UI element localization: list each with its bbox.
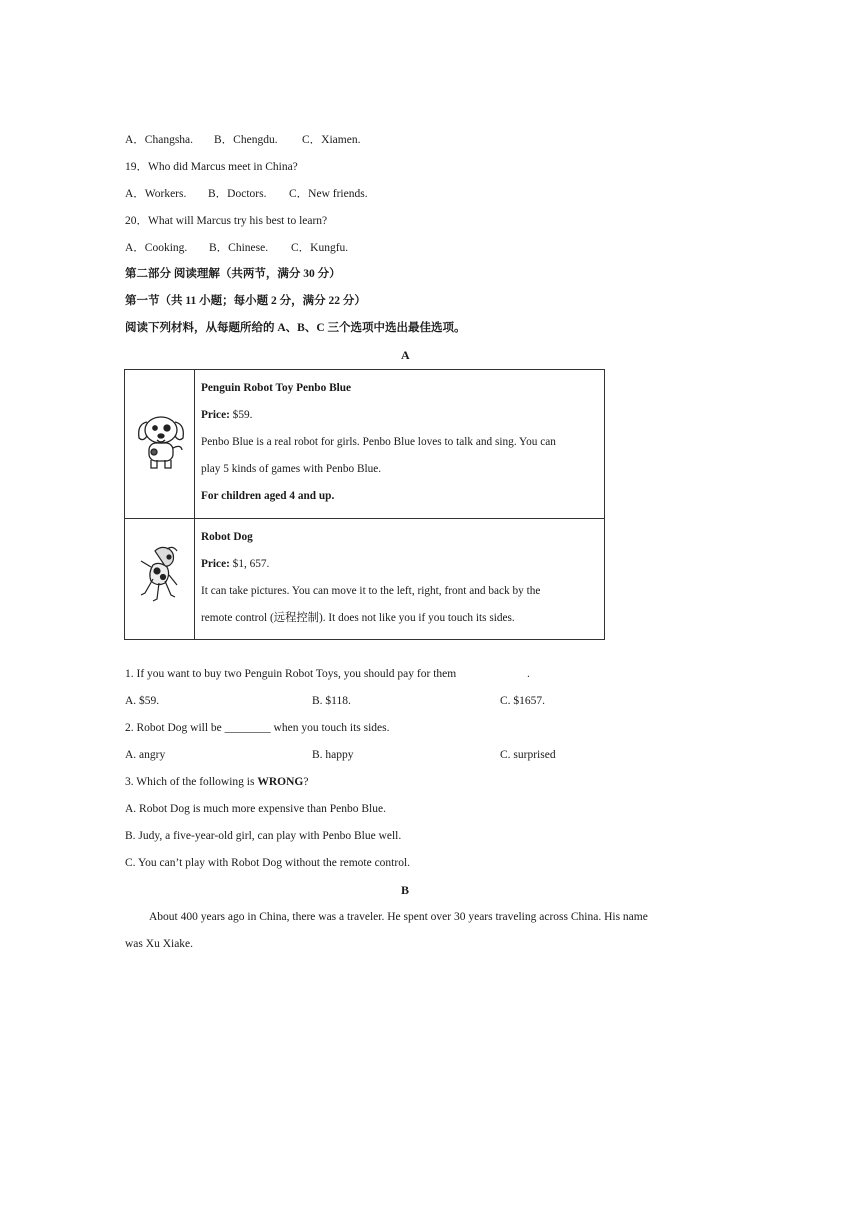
question-2-stem: 2. Robot Dog will be ________ when you touch its sides. [125, 722, 390, 734]
product-image-cell [125, 370, 195, 519]
robot-dog-icon [125, 519, 194, 636]
q20-option-b: B．Chinese. [209, 242, 269, 254]
product-name: Penguin Robot Toy Penbo Blue [201, 382, 352, 394]
product-description-line: play 5 kinds of games with Penbo Blue. [201, 463, 382, 475]
product-image-cell [125, 519, 195, 640]
question-2-option-a: A. angry [125, 749, 166, 761]
passage-b-line: About 400 years ago in China, there was a traveler. He spent over 30 years traveling across China. His name [149, 911, 648, 923]
question-3-stem [125, 775, 308, 789]
q19-option-a: A．Workers. [125, 188, 187, 200]
product-price [201, 551, 604, 578]
question-1-end: . [527, 668, 530, 680]
product-description-line: remote control (远程控制). It does not like you if you touch its sides. [201, 612, 515, 624]
question-2-option-c: C. surprised [500, 749, 556, 761]
q20-option-c: C．Kungfu. [291, 242, 349, 254]
price-label: Price: [201, 558, 230, 570]
question-3-option-a: A. Robot Dog is much more expensive than Penbo Blue. [125, 803, 386, 815]
price-label: Price: [201, 409, 230, 421]
q20-option-a: A．Cooking. [125, 242, 188, 254]
product-price [201, 402, 604, 429]
q19-option-b: B．Doctors. [208, 188, 267, 200]
question-3-stem-pre: 3. Which of the following is [125, 776, 258, 788]
q20-question: 20．What will Marcus try his best to learn? [125, 215, 328, 227]
part2-heading: 第二部分 阅读理解（共两节，满分 30 分） [125, 268, 341, 280]
question-1-option-b: B. $118. [312, 695, 351, 707]
product-description-line: Penbo Blue is a real robot for girls. Penbo Blue loves to talk and sing. You can [201, 436, 556, 448]
q18-option-a: A．Changsha. [125, 134, 194, 146]
product-table [124, 369, 605, 640]
product-row [125, 519, 605, 640]
product-details [195, 519, 605, 640]
puppy-robot-icon [125, 370, 194, 515]
q19-option-c: C．New friends. [289, 188, 368, 200]
q18-option-b: B．Chengdu. [214, 134, 278, 146]
question-2-option-b: B. happy [312, 749, 354, 761]
product-details [195, 370, 605, 519]
part2-section1-heading: 第一节（共 11 小题；每小题 2 分，满分 22 分） [125, 295, 366, 307]
question-3-stem-post: ? [303, 776, 309, 788]
price-value: $1, 657. [229, 558, 270, 570]
passage-a-heading: A [401, 348, 410, 362]
passage-b-heading: B [401, 883, 410, 897]
product-age-note: For children aged 4 and up. [201, 490, 335, 502]
question-1-stem: 1. If you want to buy two Penguin Robot Toys, you should pay for them [125, 668, 457, 680]
product-name: Robot Dog [201, 531, 253, 543]
question-1-option-a: A. $59. [125, 695, 160, 707]
price-value: $59. [229, 409, 253, 421]
q18-option-c: C．Xiamen. [302, 134, 361, 146]
product-row [125, 370, 605, 519]
reading-instruction: 阅读下列材料，从每题所给的 A、B、C 三个选项中选出最佳选项。 [125, 322, 466, 334]
q19-question: 19．Who did Marcus meet in China? [125, 161, 298, 173]
question-1-option-c: C. $1657. [500, 695, 546, 707]
question-3-option-b: B. Judy, a five-year-old girl, can play with Penbo Blue well. [125, 830, 402, 842]
product-description-line: It can take pictures. You can move it to the left, right, front and back by the [201, 585, 541, 597]
question-3-option-c: C. You can’t play with Robot Dog without the remote control. [125, 857, 411, 869]
question-3-stem-bold: WRONG [257, 776, 304, 788]
passage-b-line: was Xu Xiake. [125, 938, 194, 950]
